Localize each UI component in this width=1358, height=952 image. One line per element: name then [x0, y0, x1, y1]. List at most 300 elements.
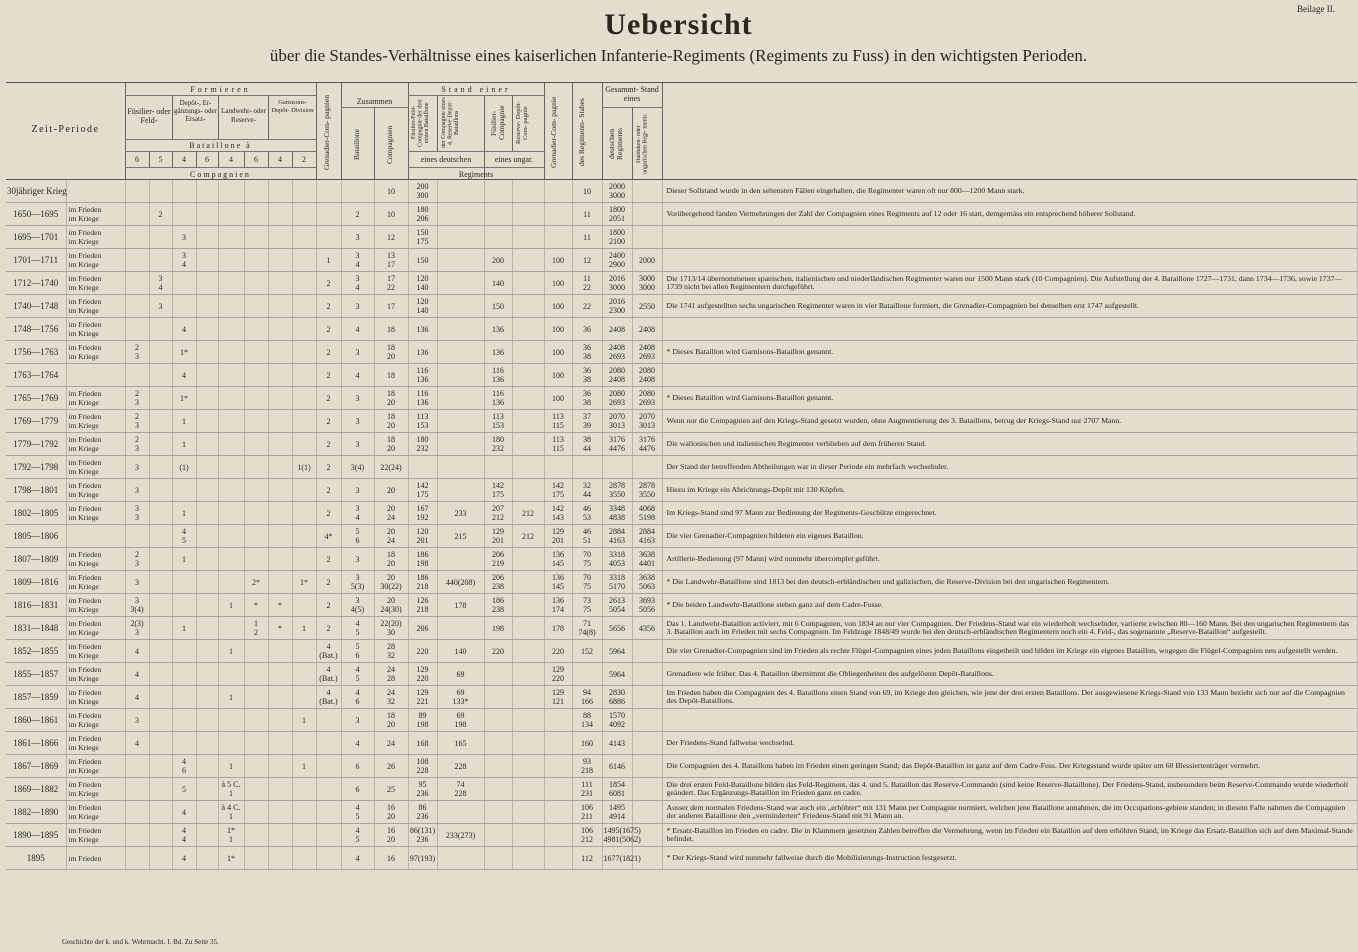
cell-stand-fusilier-comp: 220	[484, 640, 512, 663]
state-cell: im Frieden im Kriege	[66, 617, 125, 640]
cell-gesammt-deutsch: 2080 2408	[602, 364, 632, 387]
cell-fusilier-6: 2(3) 3	[125, 617, 149, 640]
cell-zusammen-bataillone: 3 4	[341, 249, 374, 272]
cell-stand-reserve-depot	[512, 364, 544, 387]
cell-stand-depot	[437, 387, 484, 410]
cell-gesammt-ungar: 3000 3000	[632, 272, 662, 295]
cell-zusammen-compagnien: 24 28	[374, 663, 408, 686]
cell-fusilier-6: 2 3	[125, 433, 149, 456]
cell-grenadier-comp	[316, 755, 341, 778]
cell-stand-grenadier: 142 175	[544, 479, 572, 502]
cell-stand-fusilier-comp: 207 212	[484, 502, 512, 525]
state-cell: im Frieden im Kriege	[66, 571, 125, 594]
cell-zusammen-compagnien: 13 17	[374, 249, 408, 272]
cell-landwehr-6	[244, 640, 268, 663]
cell-fusilier-6	[125, 226, 149, 249]
table-row	[6, 732, 1357, 755]
cell-fusilier-5	[149, 249, 172, 272]
cell-gesammt-ungar	[632, 732, 662, 755]
cell-stand-depot	[437, 410, 484, 433]
cell-depot-6	[196, 341, 218, 364]
period-cell: 1756—1763	[6, 341, 66, 364]
cell-zusammen-compagnien: 28 32	[374, 640, 408, 663]
state-cell: im Frieden im Kriege	[66, 203, 125, 226]
cell-stand-reserve-depot	[512, 548, 544, 571]
header-grenadier: Grenadier-Com- pagnien	[322, 94, 331, 170]
cell-fusilier-4: 1	[172, 548, 196, 571]
remark-cell	[662, 226, 1357, 249]
cell-gesammt-ungar: 2878 3550	[632, 479, 662, 502]
cell-stand-fusilier-feld: 116 136	[408, 364, 437, 387]
cell-fusilier-5	[149, 778, 172, 801]
page-title: Uebersicht	[604, 8, 753, 41]
cell-fusilier-4	[172, 686, 196, 709]
remark-cell: Dieser Sollstand wurde in den seltensten Fällen eingehalten, die Regimenter waren oft nur 800—1200 Mann stark.	[662, 180, 1357, 203]
cell-zusammen-compagnien: 24	[374, 732, 408, 755]
cell-landwehr-4	[268, 272, 292, 295]
cell-fusilier-6: 4	[125, 686, 149, 709]
cell-stand-depot: 74 228	[437, 778, 484, 801]
cell-stand-fusilier-comp: 113 153	[484, 410, 512, 433]
state-cell	[66, 180, 125, 203]
cell-stand-depot: 178	[437, 594, 484, 617]
cell-landwehr-6	[244, 456, 268, 479]
table-row	[6, 456, 1357, 479]
table-row	[6, 847, 1357, 870]
cell-depot-6	[196, 433, 218, 456]
cell-fusilier-5	[149, 548, 172, 571]
cell-zusammen-compagnien: 18 20	[374, 548, 408, 571]
cell-depot-6	[196, 295, 218, 318]
cell-stab: 12	[572, 249, 602, 272]
cell-garnison-2: 1	[292, 755, 316, 778]
cell-stand-fusilier-feld: 126 218	[408, 594, 437, 617]
cell-zusammen-compagnien: 20 30(22)	[374, 571, 408, 594]
cell-gesammt-ungar: 2884 4163	[632, 525, 662, 548]
cell-zusammen-compagnien: 12	[374, 226, 408, 249]
cell-depot-6	[196, 226, 218, 249]
cell-landwehr-6: *	[244, 594, 268, 617]
cell-zusammen-compagnien: 22(24)	[374, 456, 408, 479]
cell-gesammt-ungar: 3693 5056	[632, 594, 662, 617]
period-cell: 1763—1764	[6, 364, 66, 387]
cell-fusilier-5	[149, 525, 172, 548]
cell-stand-fusilier-feld: 186 198	[408, 548, 437, 571]
cell-gesammt-deutsch: 2830 6886	[602, 686, 632, 709]
header-num-7: 4	[278, 155, 282, 164]
state-cell: im Frieden im Kriege	[66, 709, 125, 732]
remark-cell: Die wallonischen und italienischen Regimenter verblieben auf dem früheren Stand.	[662, 433, 1357, 456]
cell-gesammt-ungar: 2080 2693	[632, 387, 662, 410]
cell-gesammt-ungar	[632, 226, 662, 249]
cell-landwehr-6	[244, 410, 268, 433]
remark-cell: Wenn nur die Compagnien auf den Kriegs-Stand gesetzt wurden, ohne Augmentierung des 3. Bataillons, betrug der Kriegs-Stand nur 2707 Mann.	[662, 410, 1357, 433]
cell-stab: 10	[572, 180, 602, 203]
cell-landwehr-6	[244, 778, 268, 801]
cell-landwehr-6	[244, 249, 268, 272]
page-footer: Geschichte der k. und k. Wehrmacht. I. Bd. Zu Seite 35.	[62, 938, 219, 946]
cell-depot-4: 1	[218, 594, 244, 617]
period-cell: 1792—1798	[6, 456, 66, 479]
cell-stab: 46 53	[572, 502, 602, 525]
cell-stab: 36 38	[572, 341, 602, 364]
cell-landwehr-4	[268, 180, 292, 203]
cell-stand-fusilier-comp	[484, 778, 512, 801]
cell-stand-depot: 69	[437, 663, 484, 686]
cell-stand-grenadier	[544, 226, 572, 249]
cell-grenadier-comp: 2	[316, 594, 341, 617]
cell-zusammen-bataillone: 3	[341, 295, 374, 318]
cell-depot-6	[196, 456, 218, 479]
cell-fusilier-4	[172, 479, 196, 502]
cell-gesammt-deutsch: 2016 3000	[602, 272, 632, 295]
cell-stand-depot	[437, 479, 484, 502]
cell-garnison-2	[292, 226, 316, 249]
cell-fusilier-4	[172, 180, 196, 203]
table-row	[6, 571, 1357, 594]
cell-depot-4	[218, 732, 244, 755]
cell-garnison-2	[292, 594, 316, 617]
cell-depot-4	[218, 364, 244, 387]
cell-fusilier-5	[149, 571, 172, 594]
cell-garnison-2	[292, 180, 316, 203]
cell-stab: 46 51	[572, 525, 602, 548]
cell-fusilier-5	[149, 686, 172, 709]
cell-depot-6	[196, 180, 218, 203]
cell-zusammen-compagnien: 16 20	[374, 801, 408, 824]
cell-fusilier-5	[149, 318, 172, 341]
remark-cell: Die vier Grenadier-Compagnien sind im Frieden als rechte Flügel-Compagnien eines jeden Bataillons eingetheilt und bilden im Kriege ein eigenes Bataillon, wogegen die Flügel-Compagnien neu aufgestellt werden.	[662, 640, 1357, 663]
cell-stand-reserve-depot	[512, 778, 544, 801]
header-num-1: 6	[135, 155, 139, 164]
cell-gesammt-deutsch: 2080 2693	[602, 387, 632, 410]
cell-stand-fusilier-feld: 220	[408, 640, 437, 663]
period-cell: 1807—1809	[6, 548, 66, 571]
cell-fusilier-5	[149, 180, 172, 203]
cell-fusilier-4: 4 4	[172, 824, 196, 847]
cell-landwehr-6	[244, 847, 268, 870]
cell-gesammt-deutsch: 3176 4476	[602, 433, 632, 456]
cell-gesammt-deutsch: 1677(1821)	[602, 847, 632, 870]
cell-grenadier-comp: 2	[316, 479, 341, 502]
cell-zusammen-bataillone: 4	[341, 364, 374, 387]
cell-stand-grenadier: 100	[544, 318, 572, 341]
cell-stand-reserve-depot	[512, 341, 544, 364]
cell-zusammen-compagnien: 18	[374, 364, 408, 387]
table-row	[6, 548, 1357, 571]
cell-fusilier-6	[125, 295, 149, 318]
cell-fusilier-5	[149, 341, 172, 364]
cell-stand-fusilier-feld: 108 228	[408, 755, 437, 778]
cell-stand-reserve-depot	[512, 479, 544, 502]
cell-gesammt-deutsch	[602, 456, 632, 479]
cell-depot-4	[218, 709, 244, 732]
cell-stand-depot: 228	[437, 755, 484, 778]
cell-landwehr-4	[268, 525, 292, 548]
cell-stab: 36 38	[572, 387, 602, 410]
period-cell: 1695—1701	[6, 226, 66, 249]
cell-stand-fusilier-feld: 97(193)	[408, 847, 437, 870]
cell-depot-6	[196, 801, 218, 824]
cell-stand-depot	[437, 456, 484, 479]
cell-fusilier-6	[125, 364, 149, 387]
cell-landwehr-4	[268, 249, 292, 272]
cell-fusilier-5	[149, 502, 172, 525]
cell-stab: 32 44	[572, 479, 602, 502]
cell-fusilier-4: 4	[172, 318, 196, 341]
remark-cell	[662, 249, 1357, 272]
cell-garnison-2	[292, 318, 316, 341]
cell-landwehr-6	[244, 732, 268, 755]
period-cell: 1855—1857	[6, 663, 66, 686]
cell-zusammen-bataillone: 6	[341, 778, 374, 801]
cell-stand-depot	[437, 272, 484, 295]
cell-grenadier-comp: 2	[316, 502, 341, 525]
cell-zusammen-bataillone: 4 6	[341, 686, 374, 709]
cell-stand-reserve-depot	[512, 387, 544, 410]
cell-stab: 112	[572, 847, 602, 870]
table-row	[6, 341, 1357, 364]
state-cell: im Frieden im Kriege	[66, 318, 125, 341]
state-cell	[66, 364, 125, 387]
cell-stand-fusilier-comp	[484, 180, 512, 203]
cell-zusammen-bataillone: 3 4	[341, 272, 374, 295]
cell-zusammen-bataillone: 3	[341, 341, 374, 364]
cell-gesammt-deutsch: 1800 2051	[602, 203, 632, 226]
period-cell: 1861—1866	[6, 732, 66, 755]
cell-landwehr-4	[268, 456, 292, 479]
cell-garnison-2: 1(1)	[292, 456, 316, 479]
cell-fusilier-5	[149, 640, 172, 663]
cell-zusammen-bataillone: 4 5	[341, 824, 374, 847]
cell-stand-grenadier: 100	[544, 249, 572, 272]
cell-stab	[572, 663, 602, 686]
table-row	[6, 778, 1357, 801]
cell-stand-reserve-depot	[512, 433, 544, 456]
cell-garnison-2	[292, 203, 316, 226]
cell-stand-reserve-depot	[512, 732, 544, 755]
cell-stand-depot: 140	[437, 640, 484, 663]
cell-landwehr-6	[244, 226, 268, 249]
cell-depot-4	[218, 180, 244, 203]
period-cell: 1765—1769	[6, 387, 66, 410]
cell-stab: 71 74(8)	[572, 617, 602, 640]
cell-gesammt-ungar: 3638 4401	[632, 548, 662, 571]
cell-landwehr-6	[244, 180, 268, 203]
cell-stand-grenadier	[544, 778, 572, 801]
state-cell	[66, 525, 125, 548]
table-row	[6, 502, 1357, 525]
cell-fusilier-5	[149, 847, 172, 870]
cell-garnison-2	[292, 295, 316, 318]
cell-landwehr-6	[244, 709, 268, 732]
cell-gesammt-ungar	[632, 686, 662, 709]
cell-garnison-2	[292, 341, 316, 364]
cell-landwehr-6	[244, 824, 268, 847]
cell-grenadier-comp: 2	[316, 433, 341, 456]
cell-landwehr-6	[244, 295, 268, 318]
cell-zusammen-compagnien: 18 20	[374, 709, 408, 732]
cell-gesammt-deutsch: 5964	[602, 663, 632, 686]
cell-landwehr-6	[244, 272, 268, 295]
cell-grenadier-comp	[316, 226, 341, 249]
cell-fusilier-4	[172, 203, 196, 226]
cell-gesammt-deutsch: 5964	[602, 640, 632, 663]
cell-depot-4	[218, 410, 244, 433]
cell-fusilier-5	[149, 732, 172, 755]
state-cell: im Frieden im Kriege	[66, 548, 125, 571]
cell-depot-4: 1	[218, 755, 244, 778]
cell-zusammen-compagnien: 20 24	[374, 525, 408, 548]
cell-stand-depot	[437, 801, 484, 824]
cell-landwehr-4	[268, 479, 292, 502]
cell-stand-fusilier-feld: 136	[408, 318, 437, 341]
cell-garnison-2: 1	[292, 617, 316, 640]
cell-zusammen-bataillone: 3 4	[341, 502, 374, 525]
cell-landwehr-4	[268, 709, 292, 732]
cell-depot-4	[218, 502, 244, 525]
table-header	[6, 82, 1357, 180]
cell-garnison-2	[292, 410, 316, 433]
period-cell: 30jähriger Krieg	[6, 180, 66, 203]
header-zusammen: Zusammen	[356, 97, 393, 106]
cell-depot-6	[196, 778, 218, 801]
header-fusilier: Füsilier- oder Feld-	[127, 107, 171, 125]
remark-cell: * Dieses Bataillon wird Garnisons-Bataillon genannt.	[662, 341, 1357, 364]
cell-fusilier-5	[149, 479, 172, 502]
cell-landwehr-4	[268, 226, 292, 249]
cell-gesammt-ungar: 2550	[632, 295, 662, 318]
cell-fusilier-5	[149, 433, 172, 456]
cell-depot-6	[196, 364, 218, 387]
cell-fusilier-5	[149, 755, 172, 778]
cell-depot-6	[196, 548, 218, 571]
cell-stand-fusilier-feld: 86(131) 236	[408, 824, 437, 847]
header-bataillone: Bataillone	[352, 129, 361, 161]
cell-stand-fusilier-comp	[484, 226, 512, 249]
cell-stand-fusilier-comp: 186 238	[484, 594, 512, 617]
header-st-reserve-depot: Reserve- Depôt-Com- pagnie	[515, 101, 529, 145]
cell-depot-4	[218, 295, 244, 318]
header-num-4: 6	[205, 155, 209, 164]
cell-garnison-2	[292, 272, 316, 295]
cell-stand-grenadier	[544, 732, 572, 755]
cell-depot-6	[196, 732, 218, 755]
cell-stand-grenadier: 100	[544, 364, 572, 387]
header-landwehr: Landwehr- oder Reserve-	[221, 107, 266, 124]
cell-zusammen-compagnien: 26	[374, 755, 408, 778]
cell-zusammen-compagnien: 16	[374, 847, 408, 870]
cell-landwehr-6: 2*	[244, 571, 268, 594]
cell-grenadier-comp: 4 (Bat.)	[316, 640, 341, 663]
cell-landwehr-4	[268, 732, 292, 755]
period-cell: 1802—1805	[6, 502, 66, 525]
period-cell: 1860—1861	[6, 709, 66, 732]
cell-zusammen-compagnien: 18 20	[374, 387, 408, 410]
cell-stand-depot	[437, 617, 484, 640]
cell-grenadier-comp: 2	[316, 617, 341, 640]
cell-fusilier-4	[172, 709, 196, 732]
cell-stand-fusilier-comp	[484, 801, 512, 824]
cell-fusilier-5	[149, 594, 172, 617]
cell-fusilier-4: 5	[172, 778, 196, 801]
cell-fusilier-6: 4	[125, 640, 149, 663]
cell-fusilier-6	[125, 180, 149, 203]
cell-landwehr-6	[244, 387, 268, 410]
cell-landwehr-6	[244, 433, 268, 456]
cell-zusammen-bataillone: 4	[341, 847, 374, 870]
cell-zusammen-bataillone: 4 5	[341, 801, 374, 824]
remark-cell: Die Compagnien des 4. Bataillons haben im Frieden einen geringen Stand; das Depôt-Bataillon ist ganz auf dem Cadre-Fuss. Der Kriegsstand wurde später um 60 Blessiertenträger vermehrt.	[662, 755, 1357, 778]
table-row	[6, 709, 1357, 732]
cell-depot-6	[196, 272, 218, 295]
period-cell: 1869—1882	[6, 778, 66, 801]
cell-depot-4: 1*	[218, 847, 244, 870]
cell-stand-fusilier-feld: 129 220	[408, 663, 437, 686]
cell-stand-reserve-depot	[512, 249, 544, 272]
cell-stand-reserve-depot	[512, 410, 544, 433]
header-num-3: 4	[182, 155, 186, 164]
cell-landwehr-4	[268, 847, 292, 870]
table-row	[6, 249, 1357, 272]
cell-depot-6	[196, 318, 218, 341]
cell-fusilier-4: 1	[172, 502, 196, 525]
cell-stand-fusilier-comp	[484, 686, 512, 709]
remark-cell: * Der Kriegs-Stand wird nunmehr fallweise durch die Mobilisierungs-Instruction festgesetzt.	[662, 847, 1357, 870]
header-stand-einer: Stand einer	[441, 85, 511, 94]
cell-depot-6	[196, 203, 218, 226]
cell-depot-4	[218, 341, 244, 364]
cell-garnison-2	[292, 801, 316, 824]
cell-gesammt-deutsch: 2408 2693	[602, 341, 632, 364]
cell-stand-fusilier-feld: 150 175	[408, 226, 437, 249]
cell-gesammt-ungar	[632, 755, 662, 778]
cell-fusilier-4	[172, 594, 196, 617]
cell-depot-4	[218, 525, 244, 548]
cell-landwehr-6	[244, 801, 268, 824]
cell-depot-4	[218, 617, 244, 640]
cell-gesammt-deutsch: 3318 4053	[602, 548, 632, 571]
cell-landwehr-4	[268, 548, 292, 571]
cell-stand-reserve-depot	[512, 180, 544, 203]
state-cell: im Frieden	[66, 847, 125, 870]
cell-fusilier-6	[125, 272, 149, 295]
cell-stand-fusilier-feld: 142 175	[408, 479, 437, 502]
remark-cell: Die 1713/14 übernommenen spanischen, italienischen und niederländischen Regimenter waren nur 1500 Mann stark (10 Compagnien). Die Aufstellung der 4. Bataillone 1727—1731, dann 1734—1736, sowie 1737—1739 nicht bei allen Regimentern durchgeführt.	[662, 272, 1357, 295]
cell-fusilier-5: 2	[149, 203, 172, 226]
state-cell: im Frieden im Kriege	[66, 824, 125, 847]
cell-fusilier-6: 3	[125, 456, 149, 479]
cell-stand-grenadier: 136 174	[544, 594, 572, 617]
cell-landwehr-4	[268, 640, 292, 663]
cell-fusilier-6	[125, 249, 149, 272]
cell-stab: 160	[572, 732, 602, 755]
cell-depot-4	[218, 433, 244, 456]
cell-landwehr-4	[268, 341, 292, 364]
cell-landwehr-4	[268, 801, 292, 824]
cell-fusilier-4: (1)	[172, 456, 196, 479]
cell-grenadier-comp	[316, 203, 341, 226]
cell-depot-6	[196, 640, 218, 663]
cell-grenadier-comp	[316, 180, 341, 203]
cell-gesammt-ungar: 2408	[632, 318, 662, 341]
cell-fusilier-6	[125, 203, 149, 226]
remark-cell: Im Frieden haben die Compagnien des 4. Bataillons einen Stand von 69, im Kriege den gleichen, wie jene der drei ersten Bataillons. Der ausgewiesene Kriegs-Stand von 133 Mann bezieht sich nur auf die Compagnien des Depôt-Bataillons.	[662, 686, 1357, 709]
state-cell: im Frieden im Kriege	[66, 410, 125, 433]
table-row	[6, 617, 1357, 640]
cell-zusammen-bataillone: 3 4(5)	[341, 594, 374, 617]
table-body	[6, 180, 1357, 870]
